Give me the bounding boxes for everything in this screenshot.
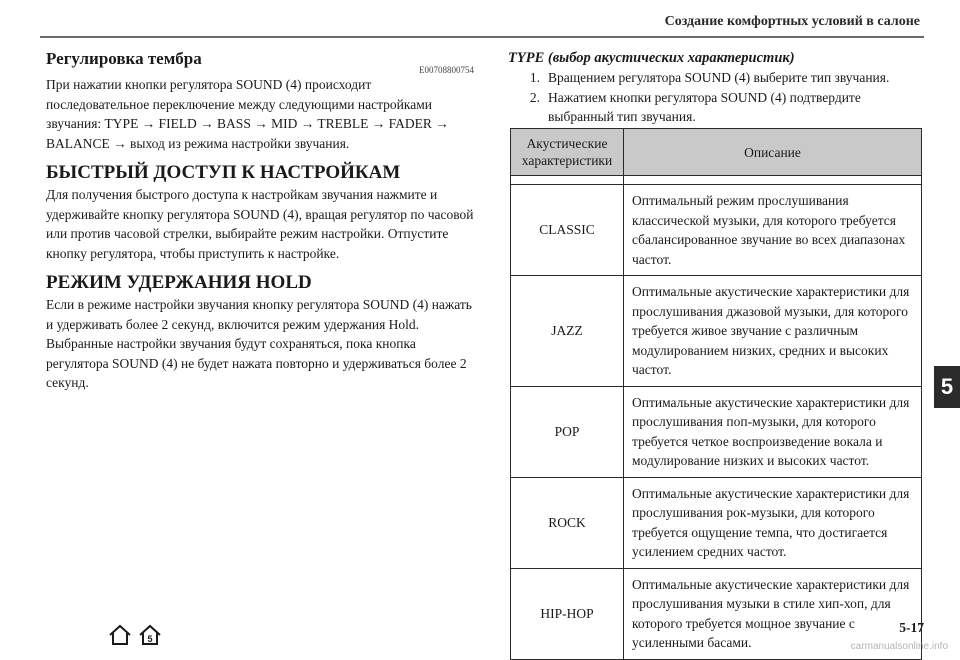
header-divider xyxy=(40,36,924,38)
table-cell-type: JAZZ xyxy=(511,276,624,387)
sound-types-table xyxy=(510,128,922,660)
chapter-tab: 5 xyxy=(934,366,960,408)
table-cell-description: Оптимальные акустические характеристики для прослушивания музыки в стиле хип-хоп, для которого требуется мощное звучание с усиленными басами. xyxy=(624,568,922,659)
table-cell-description: Оптимальные акустические характеристики для прослушивания рок-музыки, для которого требуется ощущение темпа, что достигается усилением средних частот. xyxy=(624,477,922,568)
section-text-tone: При нажатии кнопки регулятора SOUND (4) происходит последовательное переключение между следующими настройками звучания: TYPE → FIELD → BASS → MID → TREBLE → FADER → BALANCE → выход из режима настройки звучания. xyxy=(46,77,449,151)
home-icon[interactable] xyxy=(108,624,132,646)
section-title-hold-mode: РЕЖИМ УДЕРЖАНИЯ HOLD xyxy=(46,272,312,293)
page-number: 5-17 xyxy=(899,620,924,635)
step-text: Вращением регулятора SOUND (4) выберите тип звучания. xyxy=(548,70,890,85)
step-number: 2. xyxy=(529,89,540,105)
table-header-description: Описание xyxy=(624,129,922,176)
table-spacer-cell xyxy=(511,176,624,185)
table-row xyxy=(511,185,922,276)
type-section-title: TYPE (выбор акустических характеристик) xyxy=(508,50,795,66)
page-header-title: Создание комфортных условий в салоне xyxy=(664,14,920,29)
section-title-tone: Регулировка тембра xyxy=(46,49,202,68)
step-item xyxy=(508,88,922,127)
table-row xyxy=(511,477,922,568)
step-item xyxy=(508,68,922,88)
table-cell-description: Оптимальные акустические характеристики для прослушивания джазовой музыки, для которого требуется живое звучание с различным модулированием низких, средних и высоких частот. xyxy=(624,276,922,387)
section-title-quick-access: БЫСТРЫЙ ДОСТУП К НАСТРОЙКАМ xyxy=(46,162,401,183)
table-row xyxy=(511,386,922,477)
steps-list xyxy=(508,68,922,127)
table-spacer-cell xyxy=(624,176,922,185)
table-cell-type: HIP-HOP xyxy=(511,568,624,659)
table-spacer-row xyxy=(511,176,922,185)
section-text-quick-access: Для получения быстрого доступа к настройкам звучания нажмите и удерживайте кнопку регулятора SOUND (4), вращая регулятор по часовой или против часовой стрелки, выбирайте режим настройки. Отпустите кнопку регулятора, чтобы приступить к настройке. xyxy=(46,187,474,261)
chapter-home-icon[interactable] xyxy=(138,624,162,646)
watermark: carmanualsonline.info xyxy=(850,641,948,652)
nav-icons xyxy=(108,624,162,646)
table-cell-description: Оптимальный режим прослушивания классической музыки, для которого требуется сбалансированное звучание во всех диапазонах частот. xyxy=(624,185,922,276)
table-header-type: Акустические характеристики xyxy=(511,129,624,176)
chapter-icon-label: 5 xyxy=(147,634,153,644)
table-header-row xyxy=(511,129,922,176)
left-column xyxy=(46,48,474,393)
table-cell-type: POP xyxy=(511,386,624,477)
table-cell-description: Оптимальные акустические характеристики для прослушивания поп-музыки, для которого требуется четкое воспроизведение вокала и модулирование низких и высоких частот. xyxy=(624,386,922,477)
section-text-hold-mode: Если в режиме настройки звучания кнопку регулятора SOUND (4) нажать и удерживать более 2 секунд, включится режим удержания Hold. Выбранные настройки звучания будут сохраняться, пока кнопка регулятора SOUND (4) не будет нажата повторно и удерживаться более 2 секунд. xyxy=(46,297,472,390)
table-row xyxy=(511,276,922,387)
table-cell-type: CLASSIC xyxy=(511,185,624,276)
step-text: Нажатием кнопки регулятора SOUND (4) подтвердите выбранный тип звучания. xyxy=(548,89,861,124)
step-number: 1. xyxy=(529,70,540,85)
table-cell-type: ROCK xyxy=(511,477,624,568)
section-code: E00708800754 xyxy=(419,65,474,75)
